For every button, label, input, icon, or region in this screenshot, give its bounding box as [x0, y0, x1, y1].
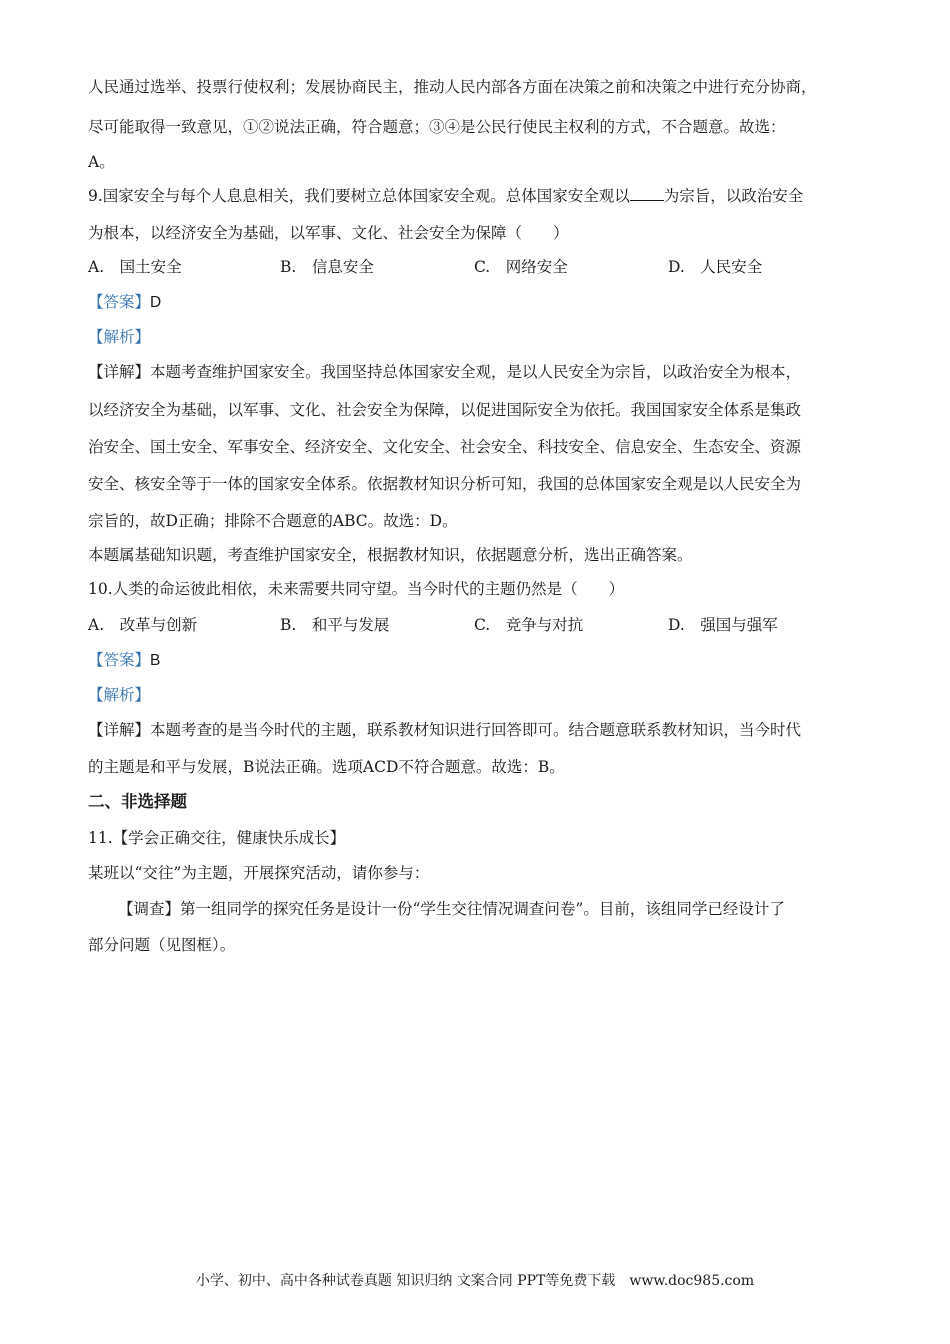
question-9-stem-line-2: 为根本，以经济安全为基础，以军事、文化、社会安全为保障（ ）	[88, 224, 569, 242]
question-11-title: 11.【学会正确交往，健康快乐成长】	[88, 829, 346, 847]
analysis-tag: 【解析】	[88, 686, 151, 704]
note-line: 本题属基础知识题，考查维护国家安全，根据教材知识，依据题意分析，选出正确答案。	[88, 546, 693, 564]
option-c: C. 网络安全	[474, 258, 568, 276]
detail-text: 本题考查维护国家安全。我国坚持总体国家安全观，是以人民安全为宗旨，以政治安全为根本，	[150, 363, 802, 381]
detail-line: 治安全、国土安全、军事安全、经济安全、文化安全、社会安全、科技安全、信息安全、生态安全、资源	[88, 438, 802, 456]
detail-text: 本题考查的是当今时代的主题，联系教材知识进行回答即可。结合题意联系教材知识，当今时代	[150, 721, 802, 739]
answer-line	[88, 292, 161, 313]
option-d: D. 强国与强军	[668, 616, 778, 634]
question-11-intro: 某班以“交往”为主题，开展探究活动，请你参与：	[88, 864, 430, 882]
fill-blank	[630, 186, 664, 201]
text-line: 尽可能取得一致意见，①②说法正确，符合题意；③④是公民行使民主权利的方式，不合题意。故选：	[88, 118, 786, 136]
text-line: A。	[88, 153, 115, 171]
detail-tag: 【详解】	[88, 721, 151, 739]
section-heading: 二、非选择题	[88, 792, 187, 811]
option-a: A. 改革与创新	[88, 616, 198, 634]
option-b: B. 和平与发展	[280, 616, 390, 634]
option-a: A. 国土安全	[88, 258, 182, 276]
answer-line	[88, 650, 160, 671]
detail-line: 的主题是和平与发展，B说法正确。选项ACD不符合题意。故选：B。	[88, 758, 565, 776]
detail-line: 宗旨的，故D正确；排除不合题意的ABC。故选：D。	[88, 512, 458, 530]
answer-tag: 【答案】	[88, 293, 151, 311]
question-9-stem	[88, 186, 803, 206]
detail-line: 以经济安全为基础，以军事、文化、社会安全为保障，以促进国际安全为依托。我国国家安全体系是集政	[88, 401, 802, 419]
option-b: B. 信息安全	[280, 258, 374, 276]
question-10-stem: 10.人类的命运彼此相依，未来需要共同守望。当今时代的主题仍然是（ ）	[88, 580, 625, 598]
question-11-paragraph: 【调查】第一组同学的探究任务是设计一份“学生交往情况调查问卷”。目前，该组同学已经设计了	[118, 900, 785, 918]
option-c: C. 竞争与对抗	[474, 616, 584, 634]
detail-line	[88, 362, 801, 382]
answer-tag: 【答案】	[88, 651, 151, 669]
analysis-tag: 【解析】	[88, 328, 151, 346]
detail-tag: 【详解】	[88, 363, 151, 381]
question-11-paragraph: 部分问题（见图框）。	[88, 936, 236, 954]
option-d: D. 人民安全	[668, 258, 763, 276]
answer-value: B	[150, 652, 161, 669]
text-line: 人民通过选举、投票行使权利；发展协商民主，推动人民内部各方面在决策之前和决策之中进行充分协商，	[88, 78, 817, 96]
answer-value: D	[150, 294, 162, 311]
page-footer: 小学、初中、高中各种试卷真题 知识归纳 文案合同 PPT等免费下载 www.doc985.com	[195, 1273, 755, 1289]
detail-line	[88, 720, 801, 740]
question-9-stem-part-a: 9.国家安全与每个人息息相关，我们要树立总体国家安全观。总体国家安全观以	[88, 187, 630, 205]
question-9-stem-part-b: 为宗旨，以政治安全	[663, 187, 804, 205]
detail-line: 安全、核安全等于一体的国家安全体系。依据教材知识分析可知，我国的总体国家安全观是以人民安全为	[88, 475, 802, 493]
